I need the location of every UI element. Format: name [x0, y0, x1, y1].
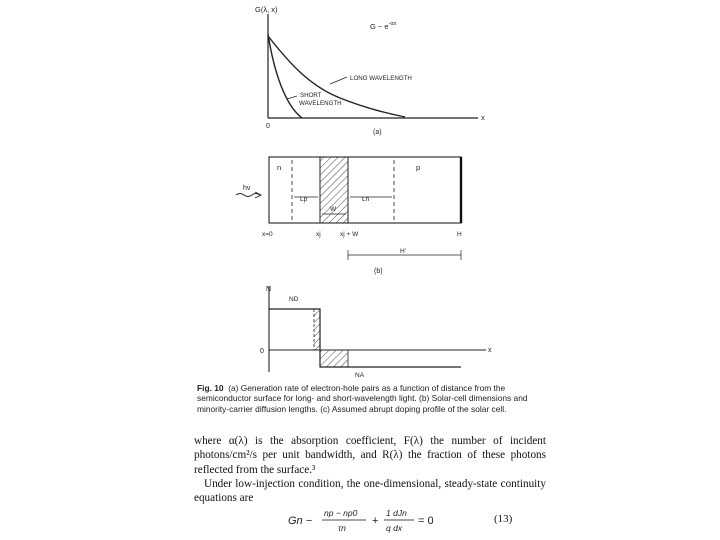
acceptor-hatch	[320, 350, 348, 367]
paragraph-2: Under low-injection condition, the one-dimensional, steady-state continuity equations are	[194, 477, 546, 505]
n-region-label: n	[277, 163, 282, 172]
short-wavelength-label-2: WAVELENGTH	[299, 100, 342, 107]
short-label-leader	[287, 96, 297, 99]
paragraph-1: where α(λ) is the absorption coefficient, F(λ) the number of incident photons/cm²/s per unit bandwidth, and R(λ) the fraction of these photons reflected from the surface.³	[194, 435, 546, 476]
nd-label: ND	[289, 296, 299, 303]
hprime-label: H'	[400, 248, 406, 255]
junction-hatch	[320, 157, 348, 223]
cell-outline	[269, 157, 461, 223]
lp-label: Lp	[300, 196, 308, 203]
short-wavelength-curve	[268, 34, 302, 118]
caption-text: (a) Generation rate of electron-hole pairs as a function of distance from the semiconductor surface for long- and short-wavelength light. (b) Solar-cell dimensions and minority-carrier diffusion lengths. (c) Assumed abrupt doping profile of the solar cell.	[197, 383, 528, 414]
eq-rhs: = 0	[418, 515, 434, 527]
donor-hatch	[314, 309, 320, 350]
eq-frac2-den: q dx	[386, 523, 403, 533]
na-label: NA	[355, 372, 365, 379]
panel-a-formula: G ~ $e^{-\alpha x}$	[370, 21, 397, 31]
p-region-label: p	[416, 163, 421, 172]
panel-a-origin: 0	[266, 123, 270, 130]
body-text	[194, 434, 546, 505]
panel-a	[255, 5, 485, 136]
w-label: W	[330, 206, 337, 213]
eq-frac1-den: τn	[338, 523, 346, 533]
panel-c-y-label: N	[266, 286, 272, 293]
figure-caption	[197, 383, 542, 414]
eq-lhs: Gn −	[288, 515, 313, 527]
ln-label: Ln	[362, 196, 370, 203]
figure-number: Fig. 10	[197, 383, 224, 393]
panel-a-label: (a)	[373, 129, 382, 136]
panel-c-zero: 0	[260, 348, 264, 355]
h-label: H	[457, 231, 462, 238]
eq-frac1-num: np − np0	[324, 508, 358, 518]
doping-profile	[269, 309, 461, 367]
xjw-label: xj + W	[340, 231, 359, 238]
panel-b-label: (b)	[374, 268, 383, 275]
eq-plus: +	[372, 515, 379, 527]
eq-frac2-num: 1 dJn	[386, 508, 407, 518]
long-label-leader	[330, 77, 347, 84]
panel-c-x-label: x	[488, 347, 492, 354]
panel-b	[236, 157, 462, 275]
light-label: hν	[243, 185, 251, 192]
x0-label: x=0	[262, 231, 273, 238]
panel-c	[260, 286, 492, 379]
long-wavelength-label: LONG WAVELENGTH	[350, 75, 412, 82]
panel-a-x-label: x	[481, 113, 485, 122]
equation-number: (13)	[494, 513, 513, 525]
light-arrow	[236, 192, 261, 198]
short-wavelength-label-1: SHORT	[300, 92, 322, 99]
panel-a-y-label: G(λ, x)	[255, 5, 278, 14]
xj-label: xj	[316, 231, 321, 238]
